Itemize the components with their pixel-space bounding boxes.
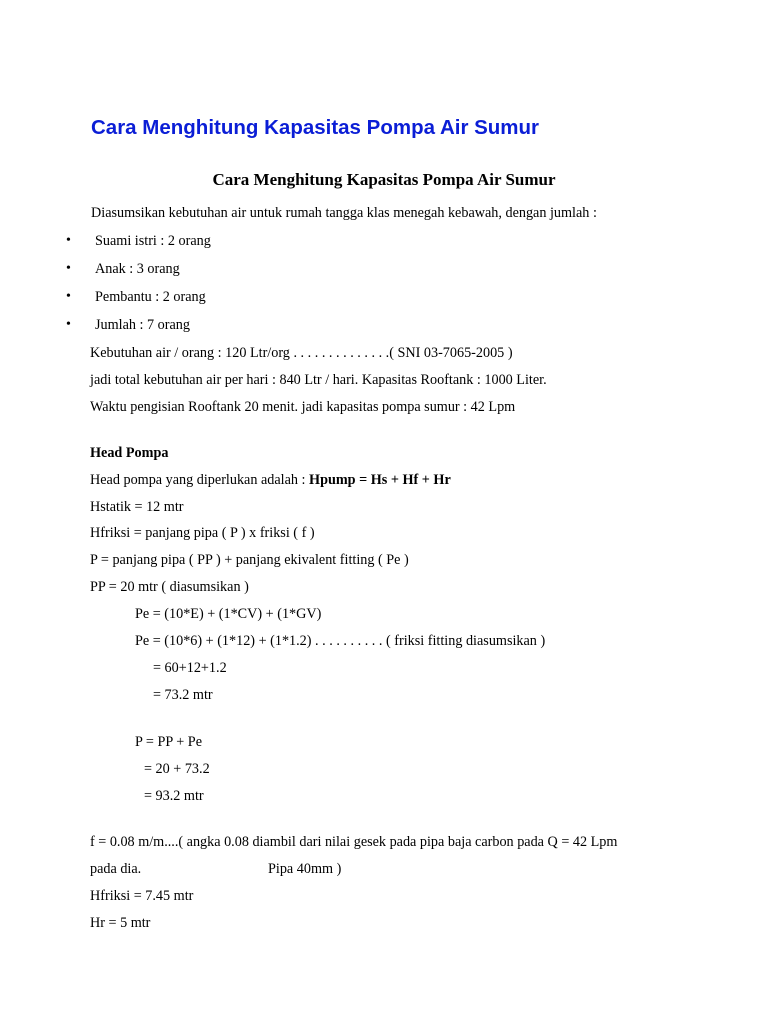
p-formula-line: P = panjang pipa ( PP ) + panjang ekivalent fitting ( Pe ) bbox=[90, 552, 409, 568]
hfriksi-formula-line: Hfriksi = panjang pipa ( P ) x friksi ( f ) bbox=[90, 525, 315, 541]
pp-line: PP = 20 mtr ( diasumsikan ) bbox=[90, 579, 249, 595]
head-pompa-heading: Head Pompa bbox=[90, 445, 169, 461]
friction-continuation-right: Pipa 40mm ) bbox=[268, 861, 342, 877]
friction-continuation-left: pada dia. bbox=[90, 861, 142, 877]
document-subtitle: Cara Menghitung Kapasitas Pompa Air Sumur bbox=[212, 170, 556, 189]
water-need-per-person: Kebutuhan air / orang : 120 Ltr/org . . . . . . . . . . . . . .( SNI 03-7065-2005 ) bbox=[90, 345, 513, 361]
pe-sum-line: = 60+12+1.2 bbox=[153, 660, 227, 676]
hstatik-line: Hstatik = 12 mtr bbox=[90, 499, 184, 515]
pe-result-line: = 73.2 mtr bbox=[153, 687, 213, 703]
intro-paragraph: Diasumsikan kebutuhan air untuk rumah tangga klas menegah kebawah, dengan jumlah : bbox=[91, 205, 597, 221]
head-required-prefix: Head pompa yang diperlukan adalah : bbox=[90, 472, 310, 488]
bullet-icon: • bbox=[66, 289, 71, 304]
bullet-icon: • bbox=[66, 233, 71, 248]
hr-line: Hr = 5 mtr bbox=[90, 915, 151, 931]
bullet-icon: • bbox=[66, 317, 71, 332]
list-item-helper: Pembantu : 2 orang bbox=[95, 289, 206, 305]
head-required-line bbox=[90, 471, 451, 489]
p-sum-substituted-line: = 20 + 73.2 bbox=[144, 761, 210, 777]
friction-factor-line: f = 0.08 m/m....( angka 0.08 diambil dari nilai gesek pada pipa baja carbon pada Q = 42 Lpm bbox=[90, 834, 618, 850]
pe-substituted-line: Pe = (10*6) + (1*12) + (1*1.2) . . . . . . . . . . ( friksi fitting diasumsikan ) bbox=[135, 633, 546, 649]
list-item-children: Anak : 3 orang bbox=[95, 261, 180, 277]
list-item-spouse: Suami istri : 2 orang bbox=[95, 233, 211, 249]
total-daily-need: jadi total kebutuhan air per hari : 840 Ltr / hari. Kapasitas Rooftank : 1000 Liter. bbox=[90, 372, 547, 388]
head-formula: Hpump = Hs + Hf + Hr bbox=[309, 472, 451, 488]
bullet-icon: • bbox=[66, 261, 71, 276]
p-result-line: = 93.2 mtr bbox=[144, 788, 204, 804]
pe-formula-line: Pe = (10*E) + (1*CV) + (1*GV) bbox=[135, 606, 322, 622]
fill-time-capacity: Waktu pengisian Rooftank 20 menit. jadi kapasitas pompa sumur : 42 Lpm bbox=[90, 399, 516, 415]
hfriksi-result-line: Hfriksi = 7.45 mtr bbox=[90, 888, 194, 904]
page-title: Cara Menghitung Kapasitas Pompa Air Sumur bbox=[91, 116, 540, 139]
p-sum-formula-line: P = PP + Pe bbox=[135, 734, 202, 750]
list-item-total: Jumlah : 7 orang bbox=[95, 317, 190, 333]
